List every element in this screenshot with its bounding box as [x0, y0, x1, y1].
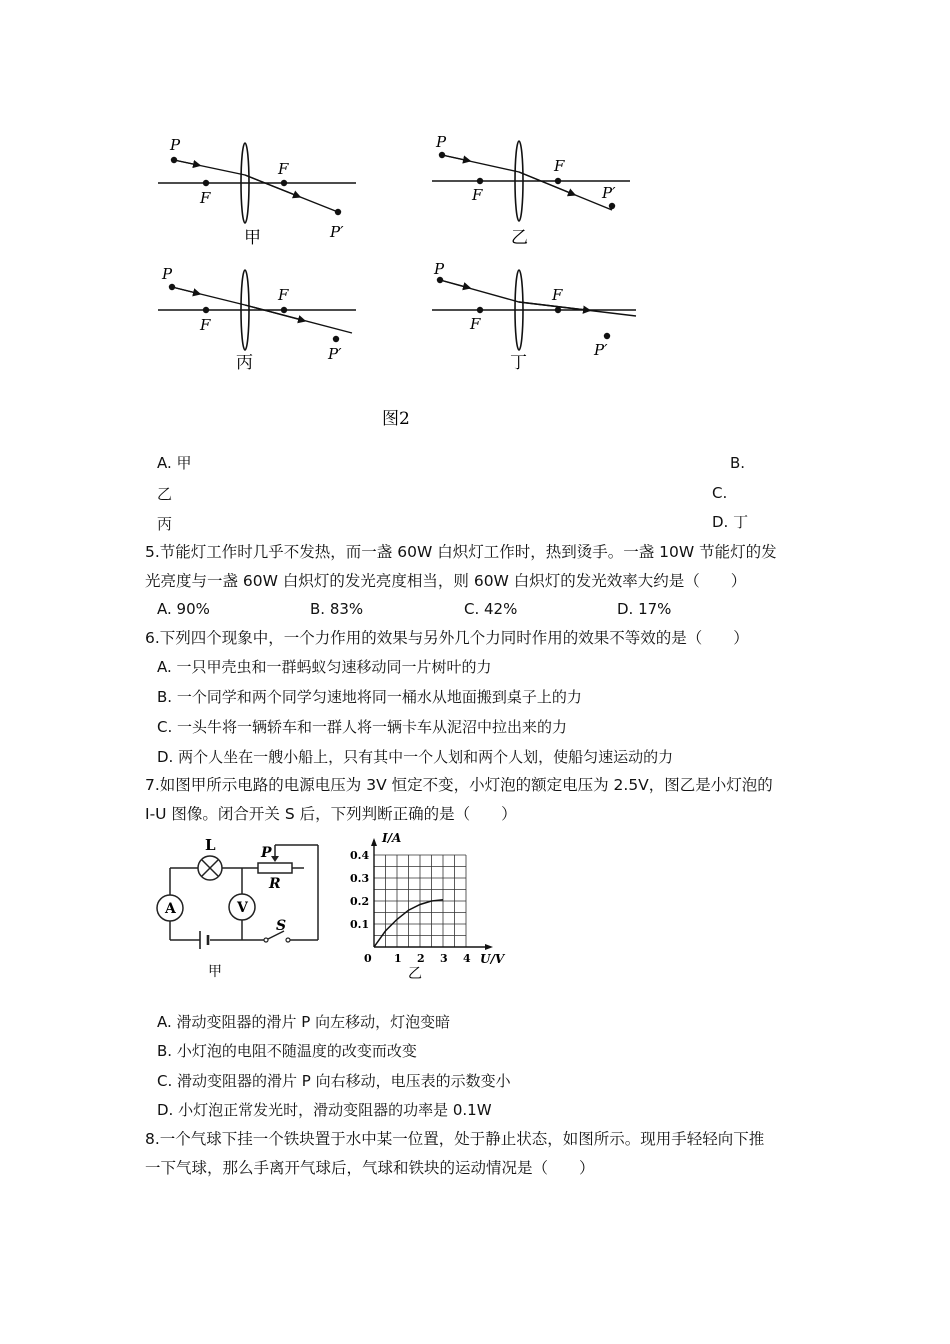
x-tick-label: 2 — [417, 952, 425, 965]
y-tick-label: 0.3 — [350, 872, 370, 885]
label-p: P — [434, 260, 445, 278]
label-f-right: F — [554, 157, 565, 175]
q6-option-d: D. 两个人坐在一艘小船上，只有其中一个人划和两个人划，使船匀速运动的力 — [157, 748, 674, 766]
q8-stem-line1: 8.一个气球下挂一个铁块置于水中某一位置，处于静止状态，如图所示。现用手轻轻向下推 — [145, 1130, 765, 1148]
label-p: P — [436, 133, 447, 151]
q7-stem-line2: I-U 图像。闭合开关 S 后，下列判断正确的是（ ） — [145, 805, 517, 823]
y-tick-label: 0.1 — [350, 918, 370, 931]
x-tick-label: 0 — [364, 952, 372, 965]
x-tick-label: 4 — [463, 952, 471, 965]
q4-option-c: C. — [712, 484, 728, 502]
circuit-diagram — [148, 830, 330, 980]
lens-figure — [150, 130, 650, 430]
q7-option-a: A. 滑动变阻器的滑片 P 向左移动，灯泡变暗 — [157, 1013, 451, 1031]
graph-grid — [374, 855, 466, 947]
graph-xlabel: U/V — [480, 952, 505, 966]
q8-stem-line2: 一下气球，那么手离开气球后，气球和铁块的运动情况是（ ） — [145, 1159, 595, 1177]
panel-caption: 甲 — [244, 228, 261, 248]
graph-ylabel: I/A — [382, 831, 402, 845]
label-p: P — [162, 265, 173, 283]
voltmeter-label: V — [237, 900, 248, 916]
lens-panel-bing — [158, 265, 356, 373]
figure-title: 图2 — [382, 409, 410, 429]
q5-option-a: A. 90% — [157, 600, 210, 618]
q4-option-b: B. — [730, 454, 746, 472]
label-f-left: F — [472, 186, 483, 204]
q7-stem-line1: 7.如图甲所示电路的电源电压为 3V 恒定不变，小灯泡的额定电压为 2.5V，图乙是小灯泡的 — [145, 776, 773, 794]
panel-caption: 丙 — [236, 353, 253, 373]
label-p-prime: P′ — [328, 345, 342, 363]
switch-label: S — [276, 918, 287, 934]
x-tick-label: 3 — [440, 952, 448, 965]
panel-caption: 丁 — [510, 353, 527, 373]
q5-stem-line2: 光亮度与一盏 60W 白炽灯的发光亮度相当，则 60W 白炽灯的发光效率大约是（ ） — [145, 572, 747, 590]
label-f-left: F — [200, 316, 211, 334]
resistor-label: R — [269, 876, 281, 892]
q6-option-a: A. 一只甲壳虫和一群蚂蚁匀速移动同一片树叶的力 — [157, 658, 492, 676]
q6-stem: 6.下列四个现象中，一个力作用的效果与另外几个力同时作用的效果不等效的是（ ） — [145, 629, 749, 647]
label-p: P — [170, 136, 181, 154]
q4-option-d: D. 丁 — [712, 513, 749, 531]
label-f-left: F — [200, 189, 211, 207]
x-tick-label: 1 — [394, 952, 402, 965]
q5-option-d: D. 17% — [617, 600, 672, 618]
q7-option-c: C. 滑动变阻器的滑片 P 向右移动，电压表的示数变小 — [157, 1072, 511, 1090]
lens-panel-yi — [432, 133, 630, 248]
label-f-right: F — [278, 160, 289, 178]
q4-option-a: A. 甲 — [157, 454, 192, 472]
q7-option-d: D. 小灯泡正常发光时，滑动变阻器的功率是 0.1W — [157, 1101, 492, 1119]
q4-option-c-text: 丙 — [157, 515, 173, 533]
lens-panel-jia — [158, 136, 356, 248]
y-axis-arrow — [371, 838, 377, 846]
label-f-right: F — [552, 286, 563, 304]
y-tick-label: 0.2 — [350, 895, 370, 908]
q6-option-c: C. 一头牛将一辆轿车和一群人将一辆卡车从泥沼中拉出来的力 — [157, 718, 568, 736]
q4-option-b-text: 乙 — [157, 485, 173, 503]
graph-caption: 乙 — [408, 966, 422, 980]
panel-caption: 乙 — [511, 228, 528, 248]
q5-option-b: B. 83% — [310, 600, 364, 618]
q6-option-b: B. 一个同学和两个同学匀速地将同一桶水从地面搬到桌子上的力 — [157, 688, 582, 706]
lamp-label: L — [205, 836, 216, 854]
label-f-left: F — [470, 315, 481, 333]
slider-label: P — [261, 845, 272, 861]
iu-graph — [348, 830, 508, 980]
label-p-prime: P′ — [594, 341, 608, 359]
label-p-prime: P′ — [602, 184, 616, 202]
x-axis-arrow — [485, 944, 493, 950]
label-p-prime: P′ — [330, 223, 344, 241]
q5-stem-line1: 5.节能灯工作时几乎不发热，而一盏 60W 白炽灯工作时，热到烫手。一盏 10W 节能灯的发 — [145, 543, 777, 561]
lens-panel-ding — [432, 260, 636, 373]
label-f-right: F — [278, 286, 289, 304]
q5-option-c: C. 42% — [464, 600, 518, 618]
circuit-caption: 甲 — [208, 964, 222, 980]
q7-option-b: B. 小灯泡的电阻不随温度的改变而改变 — [157, 1042, 417, 1060]
ammeter-label: A — [165, 901, 176, 917]
y-tick-label: 0.4 — [350, 849, 370, 862]
